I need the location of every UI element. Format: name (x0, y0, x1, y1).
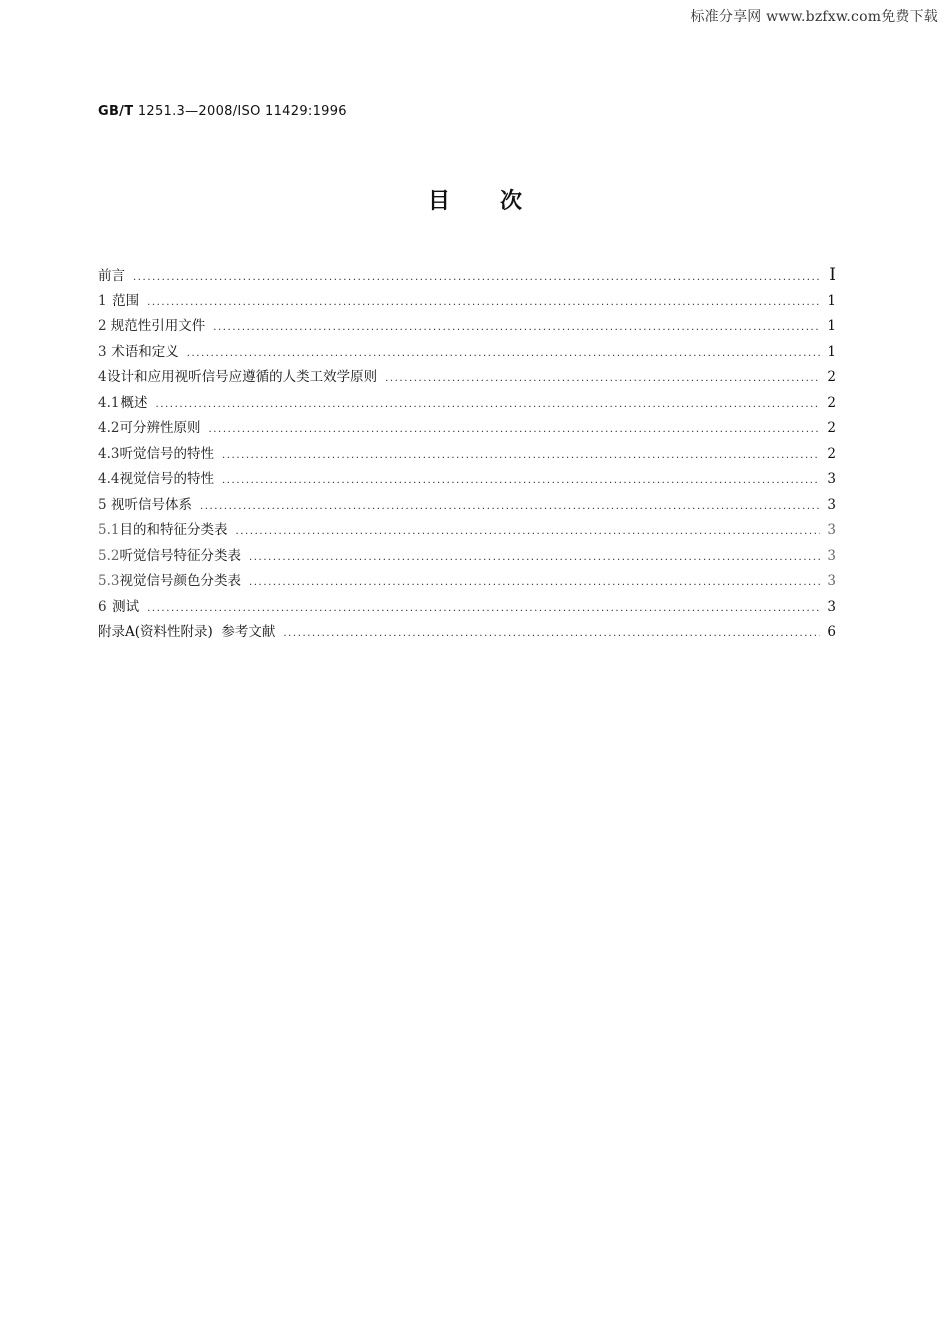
toc-dot-leader (147, 596, 820, 622)
toc-dot-leader (222, 443, 820, 469)
toc-entry-appendix-a[interactable] (98, 620, 836, 646)
toc-entry-distinguishability[interactable] (98, 416, 836, 442)
toc-entry-label: 听觉信号的特性 (119, 445, 214, 462)
toc-entry-normative-references[interactable] (98, 314, 836, 340)
toc-entry-number: 4 (98, 369, 107, 385)
toc-entry-label: 前言 (98, 268, 125, 284)
toc-entry-page: 2 (827, 394, 836, 411)
toc-dot-leader (235, 519, 820, 545)
toc-entry-purpose-classification[interactable] (98, 518, 836, 544)
toc-entry-ergonomic-principles[interactable] (98, 365, 836, 391)
toc-entry-page: Ⅰ (829, 265, 836, 285)
toc-entry-page: 6 (827, 624, 836, 640)
toc-dot-leader (213, 315, 820, 341)
toc-entry-page: 2 (827, 420, 836, 436)
toc-entry-page: 3 (827, 547, 836, 564)
toc-entry-page: 1 (827, 343, 836, 360)
toc-entry-label: 测试 (112, 598, 140, 615)
toc-entry-label: 视觉信号颜色分类表 (119, 573, 241, 589)
toc-entry-label: 目的和特征分类表 (119, 522, 228, 538)
toc-entry-auditory-characteristics[interactable] (98, 442, 836, 468)
toc-entry-page: 2 (827, 369, 836, 385)
document-code-number: 1251.3—2008/ISO 11429:1996 (133, 104, 347, 119)
table-of-contents (98, 263, 836, 646)
document-code-prefix: GB/T (98, 104, 134, 119)
toc-entry-testing[interactable] (98, 595, 836, 621)
toc-dot-leader (155, 392, 820, 418)
toc-entry-number: 6 (98, 598, 107, 615)
toc-entry-label: 视觉信号的特性 (119, 471, 214, 487)
toc-entry-number: 5.1 (98, 522, 120, 538)
toc-dot-leader (249, 545, 820, 571)
toc-entry-page: 1 (827, 318, 836, 334)
toc-entry-number: 4.4 (98, 471, 120, 487)
toc-entry-label: 可分辨性原则 (119, 420, 201, 436)
toc-entry-label: 范围 (112, 292, 140, 309)
toc-entry-label: 规范性引用文件 (110, 318, 206, 334)
document-code (98, 104, 347, 119)
toc-entry-label: 设计和应用视听信号应遵循的人类工效学原则 (107, 369, 378, 385)
toc-entry-number: 3 (98, 343, 107, 360)
toc-entry-number: 4.1 (98, 394, 120, 411)
toc-entry-auditory-classification[interactable] (98, 544, 836, 570)
toc-entry-signal-system[interactable] (98, 493, 836, 519)
toc-dot-leader (187, 341, 820, 367)
toc-dot-leader (200, 494, 820, 520)
toc-entry-label: 附录A(资料性附录) 参考文献 (98, 624, 276, 640)
toc-entry-visual-color-classification[interactable] (98, 569, 836, 595)
toc-entry-number: 5.2 (98, 547, 120, 564)
toc-entry-foreword[interactable] (98, 263, 836, 289)
toc-entry-label: 视听信号体系 (110, 496, 192, 513)
toc-entry-page: 3 (827, 471, 836, 487)
toc-entry-number: 1 (98, 292, 107, 309)
toc-entry-number: 5 (98, 496, 107, 513)
toc-dot-leader (385, 366, 820, 392)
toc-entry-number: 4.3 (98, 445, 120, 462)
toc-entry-page: 2 (827, 445, 836, 462)
toc-entry-visual-characteristics[interactable] (98, 467, 836, 493)
toc-entry-terms-definitions[interactable] (98, 340, 836, 366)
watermark-text: 标准分享网 www.bzfxw.com免费下载 (690, 9, 938, 25)
toc-entry-overview[interactable] (98, 391, 836, 417)
toc-dot-leader (249, 570, 820, 596)
toc-entry-number: 4.2 (98, 420, 120, 436)
toc-dot-leader (208, 417, 820, 443)
toc-dot-leader (283, 621, 820, 647)
toc-entry-number: 2 (98, 318, 107, 334)
toc-entry-scope[interactable] (98, 289, 836, 315)
toc-title: 目次 (427, 189, 572, 214)
toc-entry-number: 5.3 (98, 573, 120, 589)
toc-entry-page: 3 (827, 598, 836, 615)
toc-dot-leader (222, 468, 820, 494)
toc-dot-leader (133, 265, 820, 291)
toc-entry-page: 3 (827, 573, 836, 589)
toc-entry-label: 概述 (120, 394, 148, 411)
toc-dot-leader (147, 290, 820, 316)
toc-entry-label: 听觉信号特征分类表 (119, 547, 241, 564)
toc-entry-page: 3 (827, 522, 836, 538)
toc-entry-page: 3 (827, 496, 836, 513)
toc-entry-label: 术语和定义 (111, 343, 179, 360)
toc-entry-page: 1 (827, 292, 836, 309)
